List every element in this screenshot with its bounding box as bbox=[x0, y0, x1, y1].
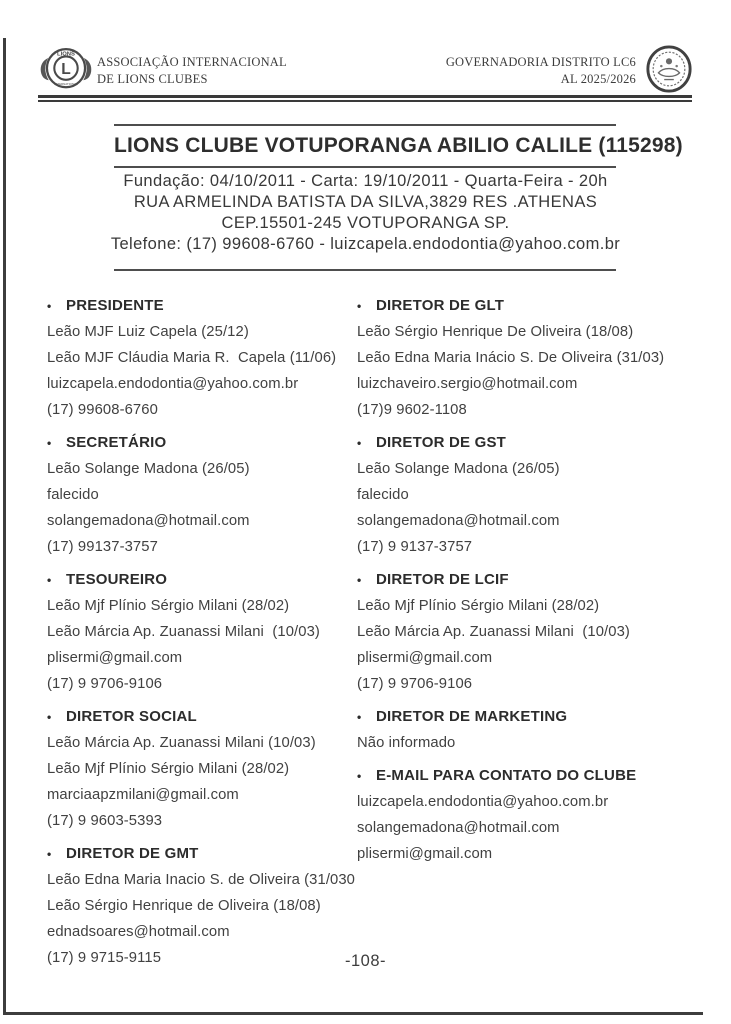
club-title-block bbox=[114, 124, 683, 168]
governor-line1: GOVERNADORIA DISTRITO LC6 bbox=[445, 55, 636, 69]
officer-role-label: DIRETOR DE MARKETING bbox=[376, 708, 568, 725]
officers-columns bbox=[47, 293, 690, 978]
info-rule-bottom bbox=[114, 269, 616, 271]
officer-section-title bbox=[47, 704, 357, 730]
officer-line: Leão Solange Madona (26/05) bbox=[47, 461, 250, 477]
district-seal-icon bbox=[645, 45, 693, 98]
org-name-line2: DE LIONS CLUBES bbox=[97, 72, 208, 86]
officer-section-title bbox=[47, 293, 357, 319]
officer-role-label: DIRETOR SOCIAL bbox=[66, 708, 197, 725]
logo-bottom-text: INTERNATIONAL bbox=[54, 81, 78, 86]
page-header bbox=[40, 44, 693, 98]
club-info-founding: Fundação: 04/10/2011 - Carta: 19/10/2011 - Quarta-Feira - 20h bbox=[123, 172, 608, 190]
officer-line: Leão Sérgio Henrique de Oliveira (18/08) bbox=[47, 898, 321, 914]
officer-line: solangemadona@hotmail.com bbox=[357, 820, 560, 836]
officer-line: Leão Edna Maria Inácio S. De Oliveira (31/03) bbox=[357, 350, 665, 366]
bullet-icon: • bbox=[47, 436, 52, 450]
officer-line: Leão Sérgio Henrique De Oliveira (18/08) bbox=[357, 324, 634, 340]
bullet-icon: • bbox=[47, 573, 52, 587]
officer-line: Leão Mjf Plínio Sérgio Milani (28/02) bbox=[47, 761, 290, 777]
officer-section-title bbox=[357, 763, 690, 789]
officer-line: Não informado bbox=[357, 735, 456, 751]
officers-left-column bbox=[47, 293, 357, 978]
officer-section-title bbox=[357, 430, 690, 456]
officer-line: plisermi@gmail.com bbox=[357, 650, 493, 666]
title-rule-bottom bbox=[114, 166, 616, 168]
officer-section-diretor-social bbox=[47, 704, 357, 834]
officer-line: falecido bbox=[47, 487, 99, 503]
bullet-icon: • bbox=[47, 299, 52, 313]
club-info-cep: CEP.15501-245 VOTUPORANGA SP. bbox=[221, 214, 510, 232]
title-rule-top bbox=[114, 124, 616, 126]
officer-line: luizcapela.endodontia@yahoo.com.br bbox=[47, 376, 299, 392]
officer-line: ednadsoares@hotmail.com bbox=[47, 924, 230, 940]
header-divider bbox=[38, 95, 692, 102]
officer-line: marciaapzmilani@gmail.com bbox=[47, 787, 239, 803]
officer-line: (17) 99608-6760 bbox=[47, 402, 158, 418]
officer-line: (17) 9 9706-9106 bbox=[47, 676, 163, 692]
bullet-icon: • bbox=[357, 299, 362, 313]
officer-line: Leão Solange Madona (26/05) bbox=[357, 461, 560, 477]
governor-line2: AL 2025/2026 bbox=[560, 72, 636, 86]
officer-section-club-email bbox=[357, 763, 690, 867]
club-info-block bbox=[0, 171, 731, 255]
officer-section-presidente bbox=[47, 293, 357, 423]
bullet-icon: • bbox=[47, 710, 52, 724]
officer-role-label: SECRETÁRIO bbox=[66, 434, 167, 451]
officer-line: Leão Márcia Ap. Zuanassi Milani (10/03) bbox=[47, 735, 316, 751]
officer-section-diretor-gst bbox=[357, 430, 690, 560]
governor-title bbox=[446, 54, 636, 88]
logo-top-text: LIONS bbox=[57, 51, 75, 58]
scan-edge-bottom bbox=[3, 1012, 703, 1015]
officer-line: Leão Mjf Plínio Sérgio Milani (28/02) bbox=[47, 598, 290, 614]
org-name-line1: ASSOCIAÇÃO INTERNACIONAL bbox=[97, 55, 287, 69]
officer-role-label: TESOUREIRO bbox=[66, 571, 168, 588]
officer-line: Leão Márcia Ap. Zuanassi Milani (10/03) bbox=[357, 624, 630, 640]
org-name bbox=[97, 54, 287, 88]
officer-section-title bbox=[47, 841, 357, 867]
officer-line: falecido bbox=[357, 487, 409, 503]
officer-line: plisermi@gmail.com bbox=[357, 846, 493, 862]
officer-line: solangemadona@hotmail.com bbox=[357, 513, 560, 529]
bullet-icon: • bbox=[357, 573, 362, 587]
header-right bbox=[446, 45, 693, 98]
officer-line: Leão MJF Cláudia Maria R. Capela (11/06) bbox=[47, 350, 337, 366]
officer-line: Leão Márcia Ap. Zuanassi Milani (10/03) bbox=[47, 624, 320, 640]
officer-line: luizcapela.endodontia@yahoo.com.br bbox=[357, 794, 609, 810]
officer-section-diretor-marketing bbox=[357, 704, 690, 756]
officer-line: (17) 9 9715-9115 bbox=[47, 950, 162, 966]
bullet-icon: • bbox=[357, 436, 362, 450]
officer-role-label: DIRETOR DE GST bbox=[376, 434, 507, 451]
club-title: LIONS CLUBE VOTUPORANGA ABILIO CALILE (115298) bbox=[114, 134, 683, 157]
officer-line: Leão Mjf Plínio Sérgio Milani (28/02) bbox=[357, 598, 600, 614]
header-left bbox=[40, 43, 287, 100]
officer-section-title bbox=[357, 293, 690, 319]
officer-line: (17) 9 9603-5393 bbox=[47, 813, 163, 829]
bullet-icon: • bbox=[47, 847, 52, 861]
logo-letter: L bbox=[61, 60, 71, 78]
bullet-icon: • bbox=[357, 769, 362, 783]
officer-role-label: E-MAIL PARA CONTATO DO CLUBE bbox=[376, 767, 637, 784]
officers-right-column bbox=[357, 293, 690, 978]
officer-section-secretario bbox=[47, 430, 357, 560]
page-number: -108- bbox=[344, 952, 387, 970]
officer-line: (17) 9 9137-3757 bbox=[357, 539, 473, 555]
officer-line: (17) 99137-3757 bbox=[47, 539, 158, 555]
officer-role-label: DIRETOR DE LCIF bbox=[376, 571, 509, 588]
officer-role-label: DIRETOR DE GLT bbox=[376, 297, 505, 314]
officer-role-label: DIRETOR DE GMT bbox=[66, 845, 199, 862]
club-info-address: RUA ARMELINDA BATISTA DA SILVA,3829 RES .ATHENAS bbox=[133, 193, 598, 211]
officer-line: luizchaveiro.sergio@hotmail.com bbox=[357, 376, 578, 392]
officer-line: plisermi@gmail.com bbox=[47, 650, 183, 666]
officer-line: (17) 9 9706-9106 bbox=[357, 676, 473, 692]
bullet-icon: • bbox=[357, 710, 362, 724]
officer-line: Leão MJF Luiz Capela (25/12) bbox=[47, 324, 249, 340]
officer-line: Leão Edna Maria Inacio S. de Oliveira (31/030 bbox=[47, 872, 356, 888]
officer-line: (17)9 9602-1108 bbox=[357, 402, 467, 418]
officer-line: solangemadona@hotmail.com bbox=[47, 513, 250, 529]
club-info-phone-email: Telefone: (17) 99608-6760 - luizcapela.endodontia@yahoo.com.br bbox=[110, 235, 621, 253]
officer-section-title bbox=[47, 567, 357, 593]
officer-section-diretor-glt bbox=[357, 293, 690, 423]
officer-role-label: PRESIDENTE bbox=[66, 297, 164, 314]
lions-emblem-icon bbox=[40, 43, 92, 100]
officer-section-title bbox=[47, 430, 357, 456]
officer-section-title bbox=[357, 567, 690, 593]
officer-section-tesoureiro bbox=[47, 567, 357, 697]
officer-section-title bbox=[357, 704, 690, 730]
officer-section-diretor-lcif bbox=[357, 567, 690, 697]
